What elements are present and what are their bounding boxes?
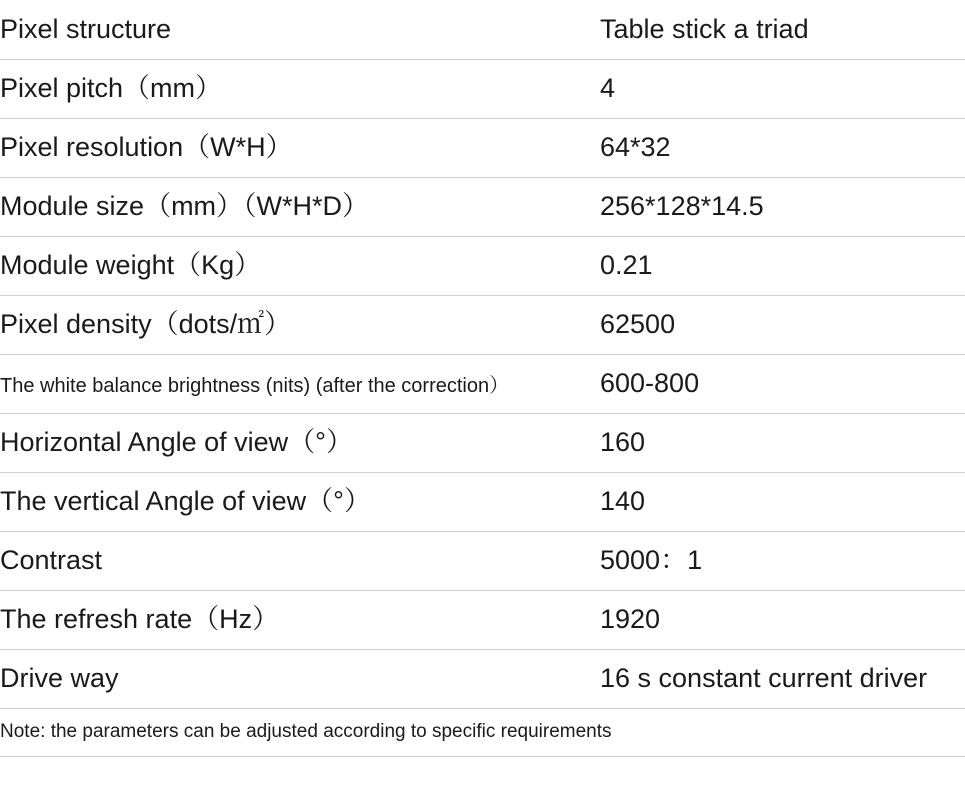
row-label: Module size（mm）（W*H*D）: [0, 190, 370, 221]
row-label: Pixel resolution（W*H）: [0, 131, 293, 162]
table-row: [0, 177, 965, 236]
table-row: [0, 590, 965, 649]
note-row: [0, 708, 965, 756]
row-value: 600-800: [600, 368, 700, 398]
row-label: The vertical Angle of view（°）: [0, 485, 371, 516]
table-row: [0, 59, 965, 118]
row-value: 16 s constant current driver: [600, 662, 928, 693]
row-value: 62500: [600, 308, 676, 339]
table-row: [0, 236, 965, 295]
row-label: The white balance brightness (nits) (after the correction）: [0, 375, 510, 397]
row-label: Pixel pitch（mm）: [0, 72, 223, 103]
row-value: 5000：1: [600, 544, 703, 575]
row-label: Horizontal Angle of view（°）: [0, 426, 353, 457]
row-value: 4: [600, 72, 616, 103]
table-row: [0, 531, 965, 590]
table-row: [0, 413, 965, 472]
row-value: 160: [600, 426, 646, 457]
row-value: 256*128*14.5: [600, 190, 764, 221]
row-label: Contrast: [0, 544, 103, 575]
row-value: 0.21: [600, 249, 653, 280]
row-label: Module weight（Kg）: [0, 249, 262, 280]
row-label: Drive way: [0, 662, 119, 693]
row-label: The refresh rate（Hz）: [0, 603, 280, 634]
table-row: [0, 118, 965, 177]
row-value: 140: [600, 485, 646, 516]
table-row: [0, 295, 965, 354]
table-row: [0, 0, 965, 59]
row-value: 1920: [600, 603, 661, 634]
table-row: [0, 354, 965, 413]
table-note: Note: the parameters can be adjusted according to specific requirements: [0, 721, 612, 742]
table-row: [0, 649, 965, 708]
row-value: 64*32: [600, 131, 671, 162]
row-value: Table stick a triad: [600, 13, 809, 44]
row-label: Pixel structure: [0, 13, 172, 44]
row-label: Pixel density（dots/㎡）: [0, 308, 292, 339]
table-row: [0, 472, 965, 531]
